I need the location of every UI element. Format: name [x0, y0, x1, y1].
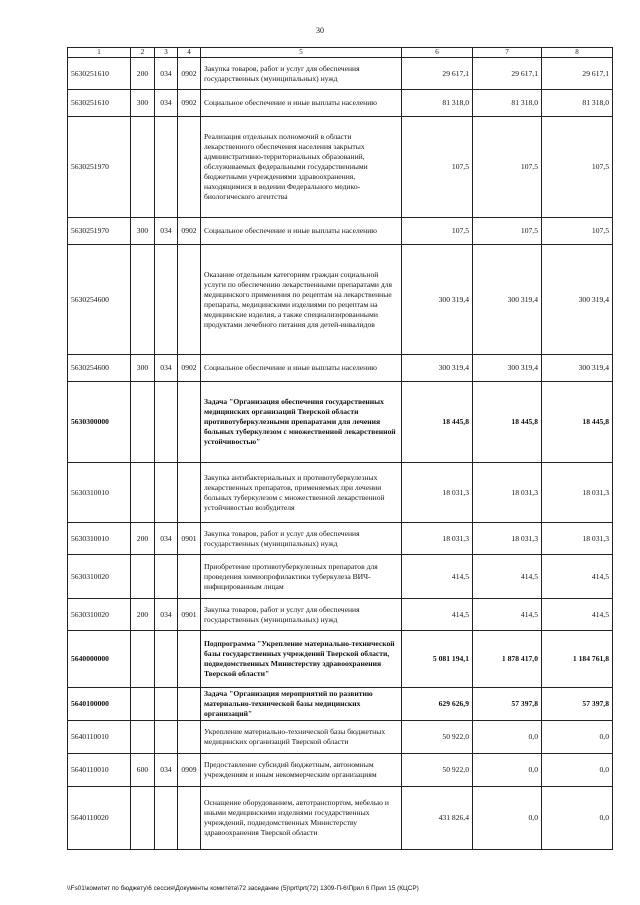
table-row — [68, 754, 613, 787]
table-row — [68, 688, 613, 721]
row-code: 5640100000 — [68, 688, 131, 721]
row-value-2018: 50 922,0 — [402, 721, 473, 754]
row-subsection — [178, 555, 201, 599]
row-value-2020: 107,5 — [542, 218, 613, 245]
row-ministry — [155, 787, 178, 850]
row-section — [131, 688, 155, 721]
row-subsection — [178, 117, 201, 218]
row-description: Социальное обеспечение и иные выплаты населению — [201, 355, 402, 382]
row-value-2018: 414,5 — [402, 599, 473, 631]
row-subsection: 0902 — [178, 90, 201, 117]
row-ministry: 034 — [155, 218, 178, 245]
row-value-2018: 18 031,3 — [402, 463, 473, 523]
row-ministry — [155, 117, 178, 218]
row-ministry — [155, 631, 178, 688]
row-subsection — [178, 631, 201, 688]
header-cell: 4 — [178, 48, 201, 58]
table-row — [68, 555, 613, 599]
row-section — [131, 245, 155, 355]
row-value-2020: 0,0 — [542, 754, 613, 787]
header-cell: 5 — [201, 48, 402, 58]
table-row — [68, 382, 613, 463]
row-ministry — [155, 382, 178, 463]
row-section — [131, 463, 155, 523]
budget-table — [67, 47, 613, 850]
row-subsection: 0909 — [178, 754, 201, 787]
table-row — [68, 58, 613, 90]
table-row — [68, 523, 613, 555]
row-ministry: 034 — [155, 599, 178, 631]
row-value-2019: 0,0 — [473, 721, 542, 754]
row-section — [131, 721, 155, 754]
table-row — [68, 721, 613, 754]
row-value-2019: 1 878 417,0 — [473, 631, 542, 688]
row-value-2020: 57 397,8 — [542, 688, 613, 721]
table-row — [68, 463, 613, 523]
row-ministry: 034 — [155, 754, 178, 787]
row-code: 5630310020 — [68, 599, 131, 631]
row-description: Подпрограмма "Укрепление материально-технической базы государственных учреждений Тверской области, подведомственных Министерству здравоохранения Тверской области" — [201, 631, 402, 688]
table-row — [68, 245, 613, 355]
row-ministry: 034 — [155, 90, 178, 117]
row-value-2019: 29 617,1 — [473, 58, 542, 90]
table-row — [68, 787, 613, 850]
row-value-2020: 18 445,8 — [542, 382, 613, 463]
row-subsection — [178, 787, 201, 850]
row-subsection: 0902 — [178, 355, 201, 382]
row-value-2020: 18 031,3 — [542, 523, 613, 555]
row-value-2018: 18 445,8 — [402, 382, 473, 463]
row-value-2018: 81 318,0 — [402, 90, 473, 117]
row-subsection: 0902 — [178, 218, 201, 245]
page-number: 30 — [316, 26, 324, 35]
row-value-2019: 18 031,3 — [473, 523, 542, 555]
row-value-2019: 107,5 — [473, 117, 542, 218]
row-value-2020: 107,5 — [542, 117, 613, 218]
row-value-2018: 5 081 194,1 — [402, 631, 473, 688]
row-description: Предоставление субсидий бюджетным, автономным учреждениям и иным некоммерческим организациям — [201, 754, 402, 787]
row-code: 5630251610 — [68, 90, 131, 117]
row-description: Социальное обеспечение и иные выплаты населению — [201, 90, 402, 117]
table-row — [68, 355, 613, 382]
row-description: Оказание отдельным категориям граждан социальной услуги по обеспечению лекарственными препаратами для медицинского применения по рецептам на лекарственные препараты, медицинскими изделиями по рецептам на медицинские изделия, а также специализированными продуктами лечебного питания для детей-инвалидов — [201, 245, 402, 355]
file-path-footer: \\Fs01\комитет по бюджету\6 сессия\Документы комитета\72 заседание (5)\prt\prt(72) 1309-П-6\Прил 6 Прил 15 (КЦСР) — [67, 885, 419, 892]
row-value-2018: 107,5 — [402, 117, 473, 218]
row-description: Закупка товаров, работ и услуг для обеспечения государственных (муниципальных) нужд — [201, 58, 402, 90]
row-code: 5640000000 — [68, 631, 131, 688]
row-value-2020: 81 318,0 — [542, 90, 613, 117]
header-cell: 2 — [131, 48, 155, 58]
row-value-2019: 18 031,3 — [473, 463, 542, 523]
row-section — [131, 117, 155, 218]
row-value-2019: 57 397,8 — [473, 688, 542, 721]
row-ministry: 034 — [155, 523, 178, 555]
table-row — [68, 117, 613, 218]
row-value-2020: 414,5 — [542, 599, 613, 631]
row-value-2018: 629 626,9 — [402, 688, 473, 721]
row-section — [131, 555, 155, 599]
row-value-2020: 18 031,3 — [542, 463, 613, 523]
row-value-2019: 0,0 — [473, 787, 542, 850]
row-description: Задача "Организация обеспечения государственных медицинских организаций Тверской области противотуберкулезными препаратами для лечения больных туберкулезом с множественной лекарственной устойчивостью" — [201, 382, 402, 463]
header-cell: 7 — [473, 48, 542, 58]
row-value-2018: 18 031,3 — [402, 523, 473, 555]
row-code: 5630254600 — [68, 245, 131, 355]
row-value-2018: 300 319,4 — [402, 245, 473, 355]
row-ministry: 034 — [155, 355, 178, 382]
row-value-2020: 0,0 — [542, 787, 613, 850]
row-description: Приобретение противотуберкулезных препаратов для проведения химиопрофилактики туберкулеза ВИЧ-инфицированным лицам — [201, 555, 402, 599]
row-section: 600 — [131, 754, 155, 787]
row-subsection: 0902 — [178, 58, 201, 90]
row-value-2018: 50 922,0 — [402, 754, 473, 787]
row-section — [131, 787, 155, 850]
row-section: 200 — [131, 58, 155, 90]
row-value-2020: 300 319,4 — [542, 355, 613, 382]
row-code: 5640110010 — [68, 721, 131, 754]
row-description: Закупка товаров, работ и услуг для обеспечения государственных (муниципальных) нужд — [201, 523, 402, 555]
row-value-2019: 414,5 — [473, 599, 542, 631]
row-value-2020: 414,5 — [542, 555, 613, 599]
row-code: 5630300000 — [68, 382, 131, 463]
row-value-2018: 107,5 — [402, 218, 473, 245]
row-subsection: 0901 — [178, 599, 201, 631]
row-value-2018: 431 826,4 — [402, 787, 473, 850]
row-subsection — [178, 688, 201, 721]
row-section: 200 — [131, 599, 155, 631]
row-value-2019: 0,0 — [473, 754, 542, 787]
row-section: 200 — [131, 523, 155, 555]
row-ministry — [155, 463, 178, 523]
row-value-2019: 18 445,8 — [473, 382, 542, 463]
table-row — [68, 218, 613, 245]
row-code: 5630310010 — [68, 523, 131, 555]
row-description: Закупка антибактериальных и противотуберкулезных лекарственных препаратов, применяемых при лечении больных туберкулезом с множественной лекарственной устойчивостью возбудителя — [201, 463, 402, 523]
row-section: 300 — [131, 90, 155, 117]
row-value-2018: 414,5 — [402, 555, 473, 599]
row-value-2020: 0,0 — [542, 721, 613, 754]
row-section: 300 — [131, 355, 155, 382]
row-code: 5630251970 — [68, 117, 131, 218]
row-code: 5630310010 — [68, 463, 131, 523]
row-description: Социальное обеспечение и иные выплаты населению — [201, 218, 402, 245]
row-ministry — [155, 245, 178, 355]
row-subsection: 0901 — [178, 523, 201, 555]
row-section — [131, 382, 155, 463]
row-description: Укрепление материально-технической базы бюджетных медицинских организаций Тверской области — [201, 721, 402, 754]
header-cell: 6 — [402, 48, 473, 58]
row-subsection — [178, 245, 201, 355]
row-value-2020: 29 617,1 — [542, 58, 613, 90]
row-subsection — [178, 721, 201, 754]
row-value-2019: 107,5 — [473, 218, 542, 245]
row-value-2019: 300 319,4 — [473, 355, 542, 382]
header-cell: 3 — [155, 48, 178, 58]
row-description: Оснащение оборудованием, автотранспортом, мебелью и иными медицинскими изделиями государственных учреждений, подведомственных Министерству здравоохранения Тверской области — [201, 787, 402, 850]
row-description: Задача "Организация мероприятий по развитию материально-технической базы медицинских организаций" — [201, 688, 402, 721]
row-code: 5640110020 — [68, 787, 131, 850]
header-cell: 8 — [542, 48, 613, 58]
row-value-2019: 414,5 — [473, 555, 542, 599]
header-cell: 1 — [68, 48, 131, 58]
row-description: Реализация отдельных полномочий в области лекарственного обеспечения населения закрытых административно-территориальных образований, обслуживаемых федеральными государственными бюджетными учреждениями здравоохранения, находящимися в ведении Федерального медико-биологического агентства — [201, 117, 402, 218]
row-ministry — [155, 721, 178, 754]
table-row — [68, 90, 613, 117]
row-code: 5630251970 — [68, 218, 131, 245]
row-section: 300 — [131, 218, 155, 245]
row-value-2019: 81 318,0 — [473, 90, 542, 117]
row-value-2019: 300 319,4 — [473, 245, 542, 355]
row-value-2020: 300 319,4 — [542, 245, 613, 355]
row-code: 5630254600 — [68, 355, 131, 382]
row-value-2018: 300 319,4 — [402, 355, 473, 382]
row-ministry — [155, 555, 178, 599]
row-subsection — [178, 463, 201, 523]
row-code: 5630251610 — [68, 58, 131, 90]
row-value-2020: 1 184 761,8 — [542, 631, 613, 688]
table-row — [68, 599, 613, 631]
row-ministry — [155, 688, 178, 721]
row-ministry: 034 — [155, 58, 178, 90]
table-row — [68, 631, 613, 688]
row-code: 5630310020 — [68, 555, 131, 599]
row-description: Закупка товаров, работ и услуг для обеспечения государственных (муниципальных) нужд — [201, 599, 402, 631]
table-header-row — [68, 48, 613, 58]
row-subsection — [178, 382, 201, 463]
row-value-2018: 29 617,1 — [402, 58, 473, 90]
row-code: 5640110010 — [68, 754, 131, 787]
row-section — [131, 631, 155, 688]
